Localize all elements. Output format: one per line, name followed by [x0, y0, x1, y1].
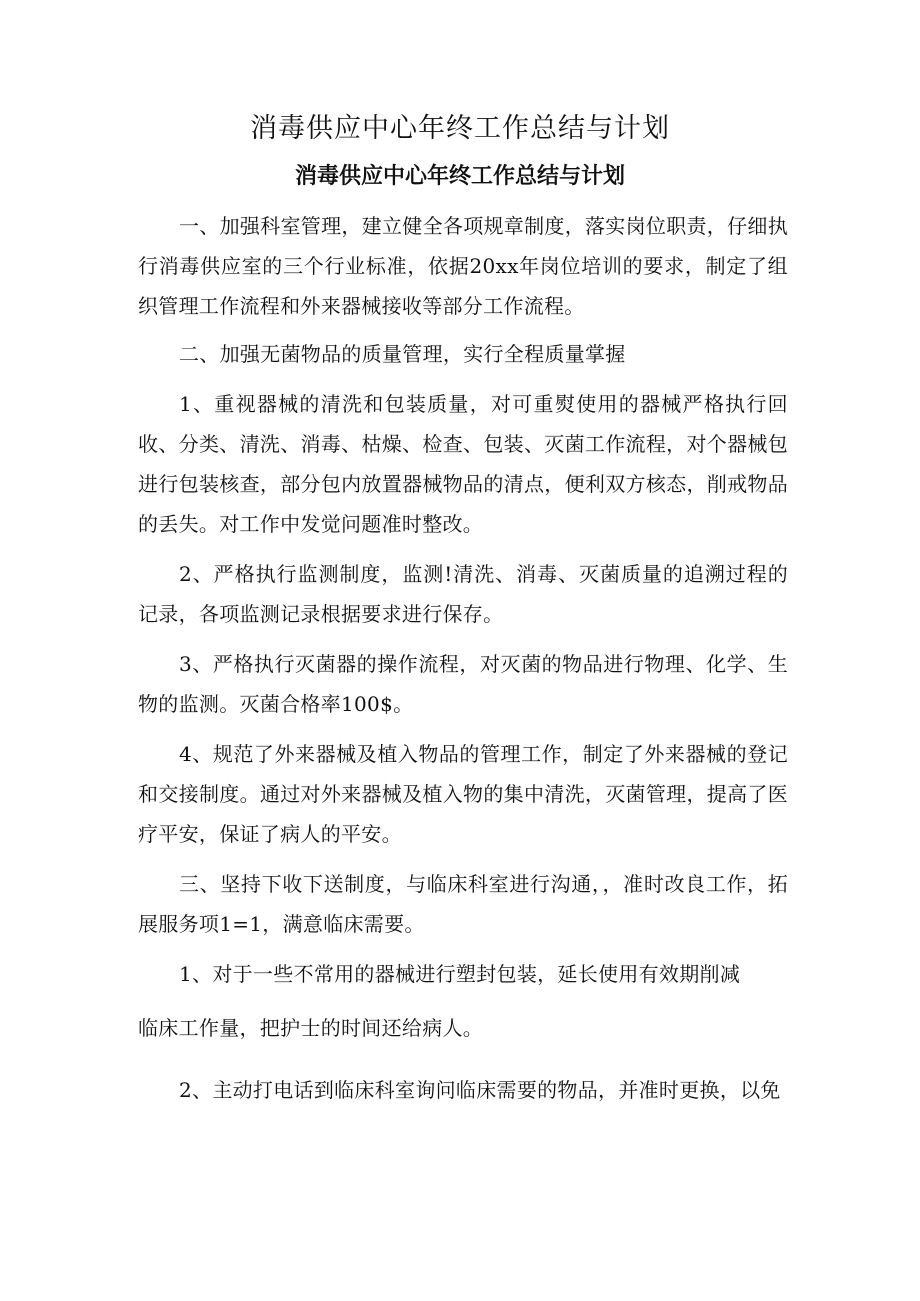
paragraph: 二、加强无菌物品的质量管理，实行全程质量掌握 — [179, 342, 626, 366]
paragraph: 一、加强科室管理，建立健全各项规章制度，落实岗位职责，仔细执行消毒供应室的三个行业标准，依据20xx年岗位培训的要求，制定了组织管理工作流程和外来器械接收等部分工作流程。 — [138, 214, 788, 318]
paragraph: 3、严格执行灭菌器的操作流程，对灭菌的物品进行物理、化学、生物的监测。灭菌合格率100$。 — [138, 652, 788, 716]
paragraph: 1、重视器械的清洗和包装质量，对可重熨使用的器械严格执行回收、分类、清洗、消毒、枯燥、检查、包装、灭菌工作流程，对个器械包进行包装核查，部分包内放置器械物品的清点，便利双方核态，削戒物品的丢失。对工作中发觉问题准时整改。 — [138, 392, 788, 536]
document-body — [138, 206, 788, 1110]
paragraph: 2、严格执行监测制度，监测!清洗、消毒、灭菌质量的追溯过程的记录，各项监测记录根据要求进行保存。 — [138, 562, 788, 626]
paragraph: 1、对于一些不常用的器械进行塑封包装，延长使用有效期削减 — [179, 962, 741, 986]
paragraph: 2、主动打电话到临床科室询问临床需要的物品，并准时更换，以免 — [179, 1078, 781, 1102]
document-title: 消毒供应中心年终工作总结与计划 — [250, 113, 670, 144]
document-subtitle: 消毒供应中心年终工作总结与计划 — [294, 164, 625, 189]
paragraph: 三、坚持下收下送制度，与临床科室进行沟通，，准时改良工作，拓展服务项1=1，满意临床需要。 — [138, 872, 788, 936]
paragraph-continuation: 临床工作量，把护士的时间还给病人。 — [138, 1016, 484, 1040]
paragraph: 4、规范了外来器械及植入物品的管理工作，制定了外来器械的登记和交接制度。通过对外来器械及植入物的集中清洗，灭菌管理，提高了医疗平安，保证了病人的平安。 — [138, 742, 788, 846]
